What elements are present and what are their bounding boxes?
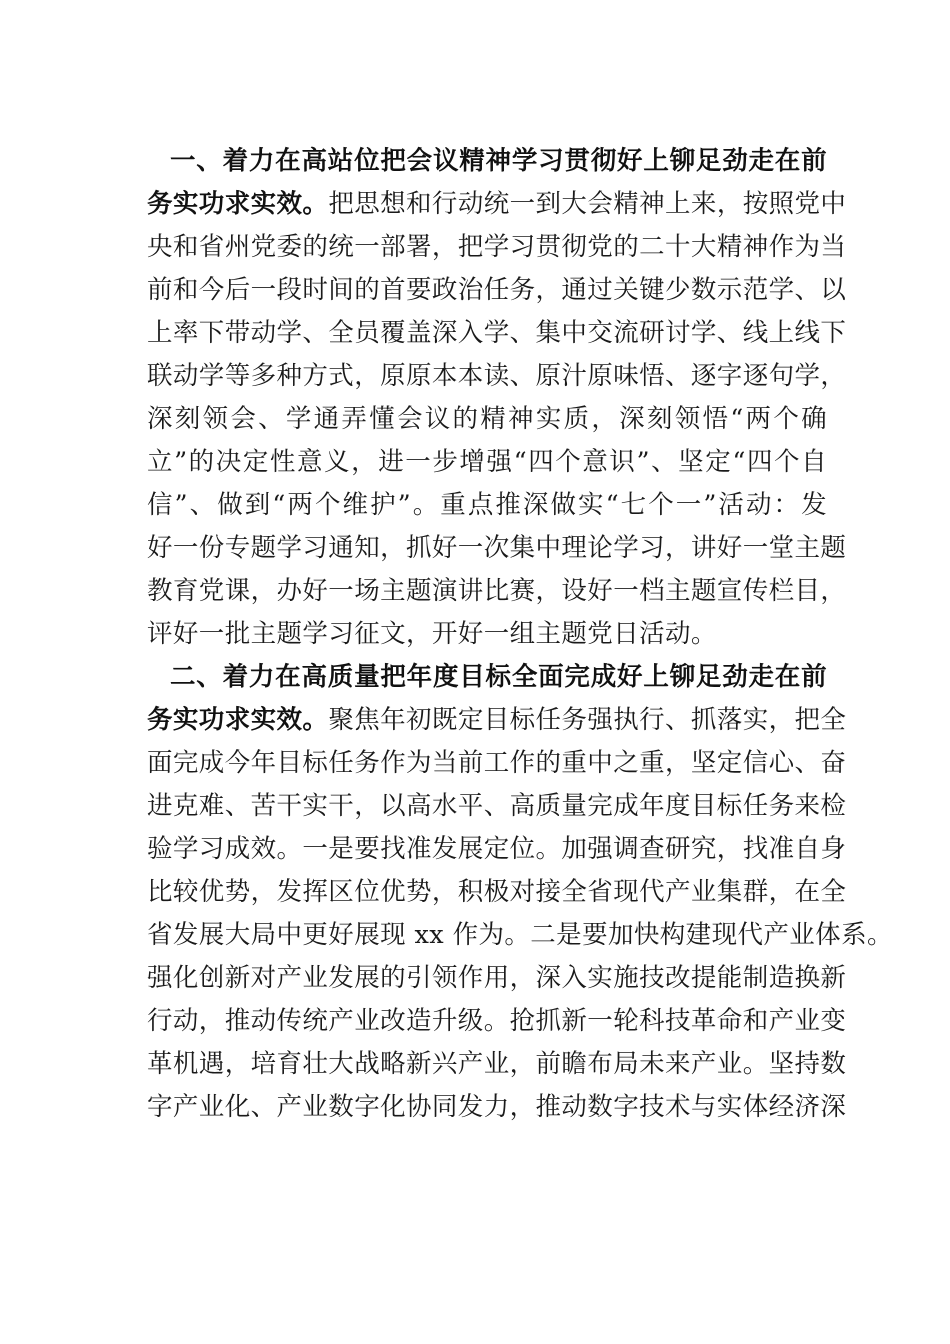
paragraph-1-line: 深刻领会、学通弄懂会议的精神实质，深刻领悟“两个确 (147, 404, 827, 434)
paragraph-1-line: 前和今后一段时间的首要政治任务，通过关键少数示范学、以 (147, 275, 847, 305)
paragraph-2-line: 进克难、苦干实干，以高水平、高质量完成年度目标任务来检 (147, 791, 847, 821)
paragraph-2-line: 验学习成效。一是要找准发展定位。加强调查研究，找准自身 (147, 834, 847, 864)
section-heading-2: 二、着力在高质量把年度目标全面完成好上铆足劲走在前 (170, 662, 827, 692)
paragraph-2-line: 行动，推动传统产业改造升级。抢抓新一轮科技革命和产业变 (147, 1006, 847, 1036)
paragraph-1-line: 联动学等多种方式，原原本本读、原汁原味悟、逐字逐句学， (147, 361, 847, 391)
section-heading-2-cont: 务实功求实效。 (147, 705, 329, 735)
paragraph-2-line-1 (147, 700, 847, 740)
section-heading-1-cont: 务实功求实效。 (147, 189, 329, 219)
paragraph-2-line: 革机遇，培育壮大战略新兴产业，前瞻布局未来产业。坚持数 (147, 1049, 847, 1079)
paragraph-2-text-start: 聚焦年初既定目标任务强执行、抓落实，把全 (328, 705, 847, 735)
paragraph-2-line: 面完成今年目标任务作为当前工作的重中之重，坚定信心、奋 (147, 748, 847, 778)
paragraph-2-line: 字产业化、产业数字化协同发力，推动数字技术与实体经济深 (147, 1092, 847, 1122)
paragraph-1-text-start: 把思想和行动统一到大会精神上来，按照党中 (328, 189, 847, 219)
paragraph-2-line: 省发展大局中更好展现 xx 作为。二是要加快构建现代产业体系。 (147, 920, 893, 950)
paragraph-1-line-last: 评好一批主题学习征文，开好一组主题党日活动。 (147, 619, 717, 649)
paragraph-1-line: 好一份专题学习通知，抓好一次集中理论学习，讲好一堂主题 (147, 533, 847, 563)
paragraph-1-line-1 (147, 184, 847, 224)
paragraph-1-line: 信”、做到“两个维护”。重点推深做实“七个一”活动：发 (147, 490, 827, 520)
paragraph-2-line: 强化创新对产业发展的引领作用，深入实施技改提能制造换新 (147, 963, 847, 993)
section-heading-1: 一、着力在高站位把会议精神学习贯彻好上铆足劲走在前 (170, 146, 827, 176)
paragraph-1-line: 立”的决定性意义，进一步增强“四个意识”、坚定“四个自 (147, 447, 827, 477)
paragraph-1-line: 教育党课，办好一场主题演讲比赛，设好一档主题宣传栏目， (147, 576, 847, 606)
paragraph-1-line: 央和省州党委的统一部署，把学习贯彻党的二十大精神作为当 (147, 232, 847, 262)
paragraph-1-line: 上率下带动学、全员覆盖深入学、集中交流研讨学、线上线下 (147, 318, 847, 348)
paragraph-2-line: 比较优势，发挥区位优势，积极对接全省现代产业集群，在全 (147, 877, 847, 907)
